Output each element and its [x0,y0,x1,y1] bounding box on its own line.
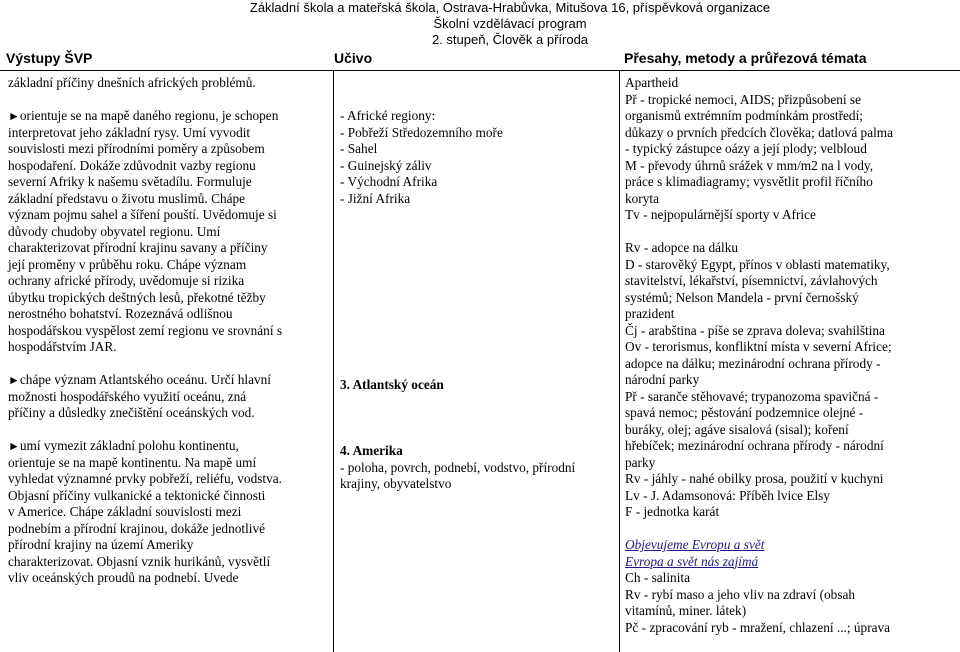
presahy-line: Rv - jáhly - nahé obilky prosa, použití v kuchyni [625,471,884,486]
vystupy-line: důvody chudoby obyvatel regionu. Umí [8,223,221,239]
vystupy-line: severní Afriky k našemu světadílu. Formuluje [8,174,252,189]
presahy-line: národní parky [625,372,700,387]
vystupy-line: ochrany africké přírody, uvědomuje si rizika [8,273,245,288]
vystupy-line: podnebím a přírodní krajinou, dokáže jednotlivé [8,520,266,536]
vystupy-line: její proměny v průběhu roku. Chápe význam [8,256,247,272]
presahy-line: důkazy o prvních předcích člověka; datlová palma [625,124,894,140]
bullet-arrow-icon: ► [8,109,20,123]
presahy-line: Př - saranče stěhovavé; trypanozoma spavičná - [625,388,879,404]
grade-subject: 2. stupeň, Člověk a příroda [431,32,589,47]
presahy-line: buráky, olej; agáve sisalová (sisal); koření [625,421,849,437]
presahy-line: stavitelství, lékařství, písemnictví, závlahových [625,273,878,288]
vystupy-line: přírodní krajiny na území Ameriky [8,537,194,552]
presahy-line: Př - tropické nemoci, AIDS; přizpůsobení se [625,91,861,107]
vystupy-line: charakterizovat. Objasní vznik hurikánů, vysvětlí [8,553,271,569]
presahy-line: Ov - terorismus, konfliktní místa v severní Africe; [625,339,892,354]
presahy-line: Rv - rybí maso a jeho vliv na zdraví (obsah [625,586,856,602]
presahy-line: Tv - nejpopulárnější sporty v Africe [625,207,816,222]
presahy-line: hřebíček; mezinárodní ochrana přírody - národní [625,438,884,453]
vystupy-bullet-3: ►umí vymezit základní polohu kontinentu, [8,438,239,453]
presahy-line: koryta [625,190,659,206]
cross-curricular-topic-link[interactable]: Evropa a svět nás zajímá [625,553,759,569]
vystupy-line: vliv oceánských proudů na podnebí. Uvede [8,570,239,585]
presahy-line: prazident [625,306,675,321]
ucivo-line: - poloha, povrch, podnebí, vodstvo, přírodní [340,459,576,475]
vystupy-line: orientuje se na mapě kontinentu. Na mapě umí [8,454,257,470]
ucivo-line: krajiny, obyvatelstvo [340,476,452,491]
vystupy-line: možnosti hospodářského využití oceánu, zná [8,388,247,404]
presahy-line: vitamínů, miner. látek) [625,603,747,618]
presahy-line: Rv - adopce na dálku [625,240,738,255]
ucivo-cell-regions [340,108,616,207]
ucivo-line: - Guinejský záliv [340,157,432,173]
presahy-line: - typický zástupce oázy a její plody; velbloud [625,141,867,156]
vystupy-line: hospodářskou vyspělost zemí regionu ve srovnání s [8,322,283,338]
vystupy-cell [8,75,330,587]
presahy-line: Pč - zpracování ryb - mražení, chlazení ...; úprava [625,619,891,635]
presahy-line: M - převody úhrnů srážek v mm/m2 na l vody, [625,157,874,173]
presahy-line: systémů; Nelson Mandela - první černošský [625,289,859,305]
vystupy-line: nerostného bohatství. Rozeznává odlišnou [8,306,233,321]
presahy-line: Lv - J. Adamsonová: Příběh lvice Elsy [625,487,830,503]
vystupy-line: souvislosti mezi přírodními poměry a způsobem [8,141,265,156]
vystupy-line: základní příčiny dnešních afrických problémů. [8,75,256,90]
vystupy-line: vyhledat významné prvky pobřeží, reliéfu, vodstva. [8,471,282,486]
ucivo-amerika-heading: 4. Amerika [340,443,403,458]
vystupy-line: význam pojmu sahel a šíření pouští. Uvědomuje si [8,207,277,222]
vystupy-line: hospodářstvím JAR. [8,339,117,354]
presahy-line: spavá nemoc; pěstování podzemnice olejné - [625,405,864,420]
school-name: Základní škola a mateřská škola, Ostrava-Hrabůvka, Mitušova 16, příspěvková organizace [249,0,771,15]
presahy-line: organismů extrémním podmínkám prostředí; [625,108,863,123]
column-heading-vystupy: Výstupy ŠVP [6,50,93,66]
column-divider-2 [619,70,620,652]
vystupy-bullet-2: ►chápe význam Atlantského oceánu. Určí hlavní [8,372,271,387]
ucivo-line: - Východní Afrika [340,174,438,189]
column-heading-presahy: Přesahy, metody a průřezová témata [624,50,867,66]
ucivo-cell-amerika [340,443,616,493]
vystupy-bullet-1: ►orientuje se na mapě daného regionu, je schopen [8,108,279,123]
ucivo-line: - Jižní Afrika [340,190,411,206]
vystupy-line: interpretovat jeho základní rysy. Umí vyvodit [8,124,251,140]
presahy-line: D - starověký Egypt, přínos v oblasti matematiky, [625,256,890,272]
vystupy-line: úbytku tropických deštných lesů, překotné těžby [8,289,266,305]
vystupy-line: hospodaření. Dokáže zdůvodnit vazby regionu [8,157,256,173]
vystupy-line: základní představu o životu muslimů. Chápe [8,190,246,206]
presahy-line: F - jednotka karát [625,504,720,519]
column-divider-1 [333,70,334,652]
vystupy-line: příčiny a důsledky znečištění oceánských vod. [8,405,255,420]
presahy-line: práce s klimadiagramy; vysvětlit profil říčního [625,174,873,189]
ucivo-atlantic-heading: 3. Atlantský oceán [340,377,444,392]
presahy-line: parky [625,454,656,470]
cross-curricular-topic-link[interactable]: Objevujeme Evropu a svět [625,537,765,552]
ucivo-line: - Pobřeží Středozemního moře [340,124,503,140]
column-heading-ucivo: Učivo [334,50,373,66]
presahy-line: Ch - salinita [625,570,690,585]
presahy-line: Čj - arabština - píše se zprava doleva; svahilština [625,322,885,338]
vystupy-line: Objasní příčiny vulkanické a tektonické činnosti [8,487,266,503]
vystupy-line: charakterizovat přírodní krajinu savany a příčiny [8,240,268,255]
bullet-arrow-icon: ► [8,373,20,387]
program-name: Školní vzdělávací program [433,16,587,31]
presahy-cell [625,75,958,636]
ucivo-line: - Africké regiony: [340,108,436,123]
bullet-arrow-icon: ► [8,439,20,453]
presahy-line: Apartheid [625,75,679,90]
vystupy-line: v Americe. Chápe základní souvislosti mezi [8,504,242,519]
presahy-line: adopce na dálku; mezinárodní ochrana přírody - [625,355,881,371]
ucivo-line: - Sahel [340,141,378,156]
table-header-rule [0,70,960,71]
document-header [0,0,960,48]
